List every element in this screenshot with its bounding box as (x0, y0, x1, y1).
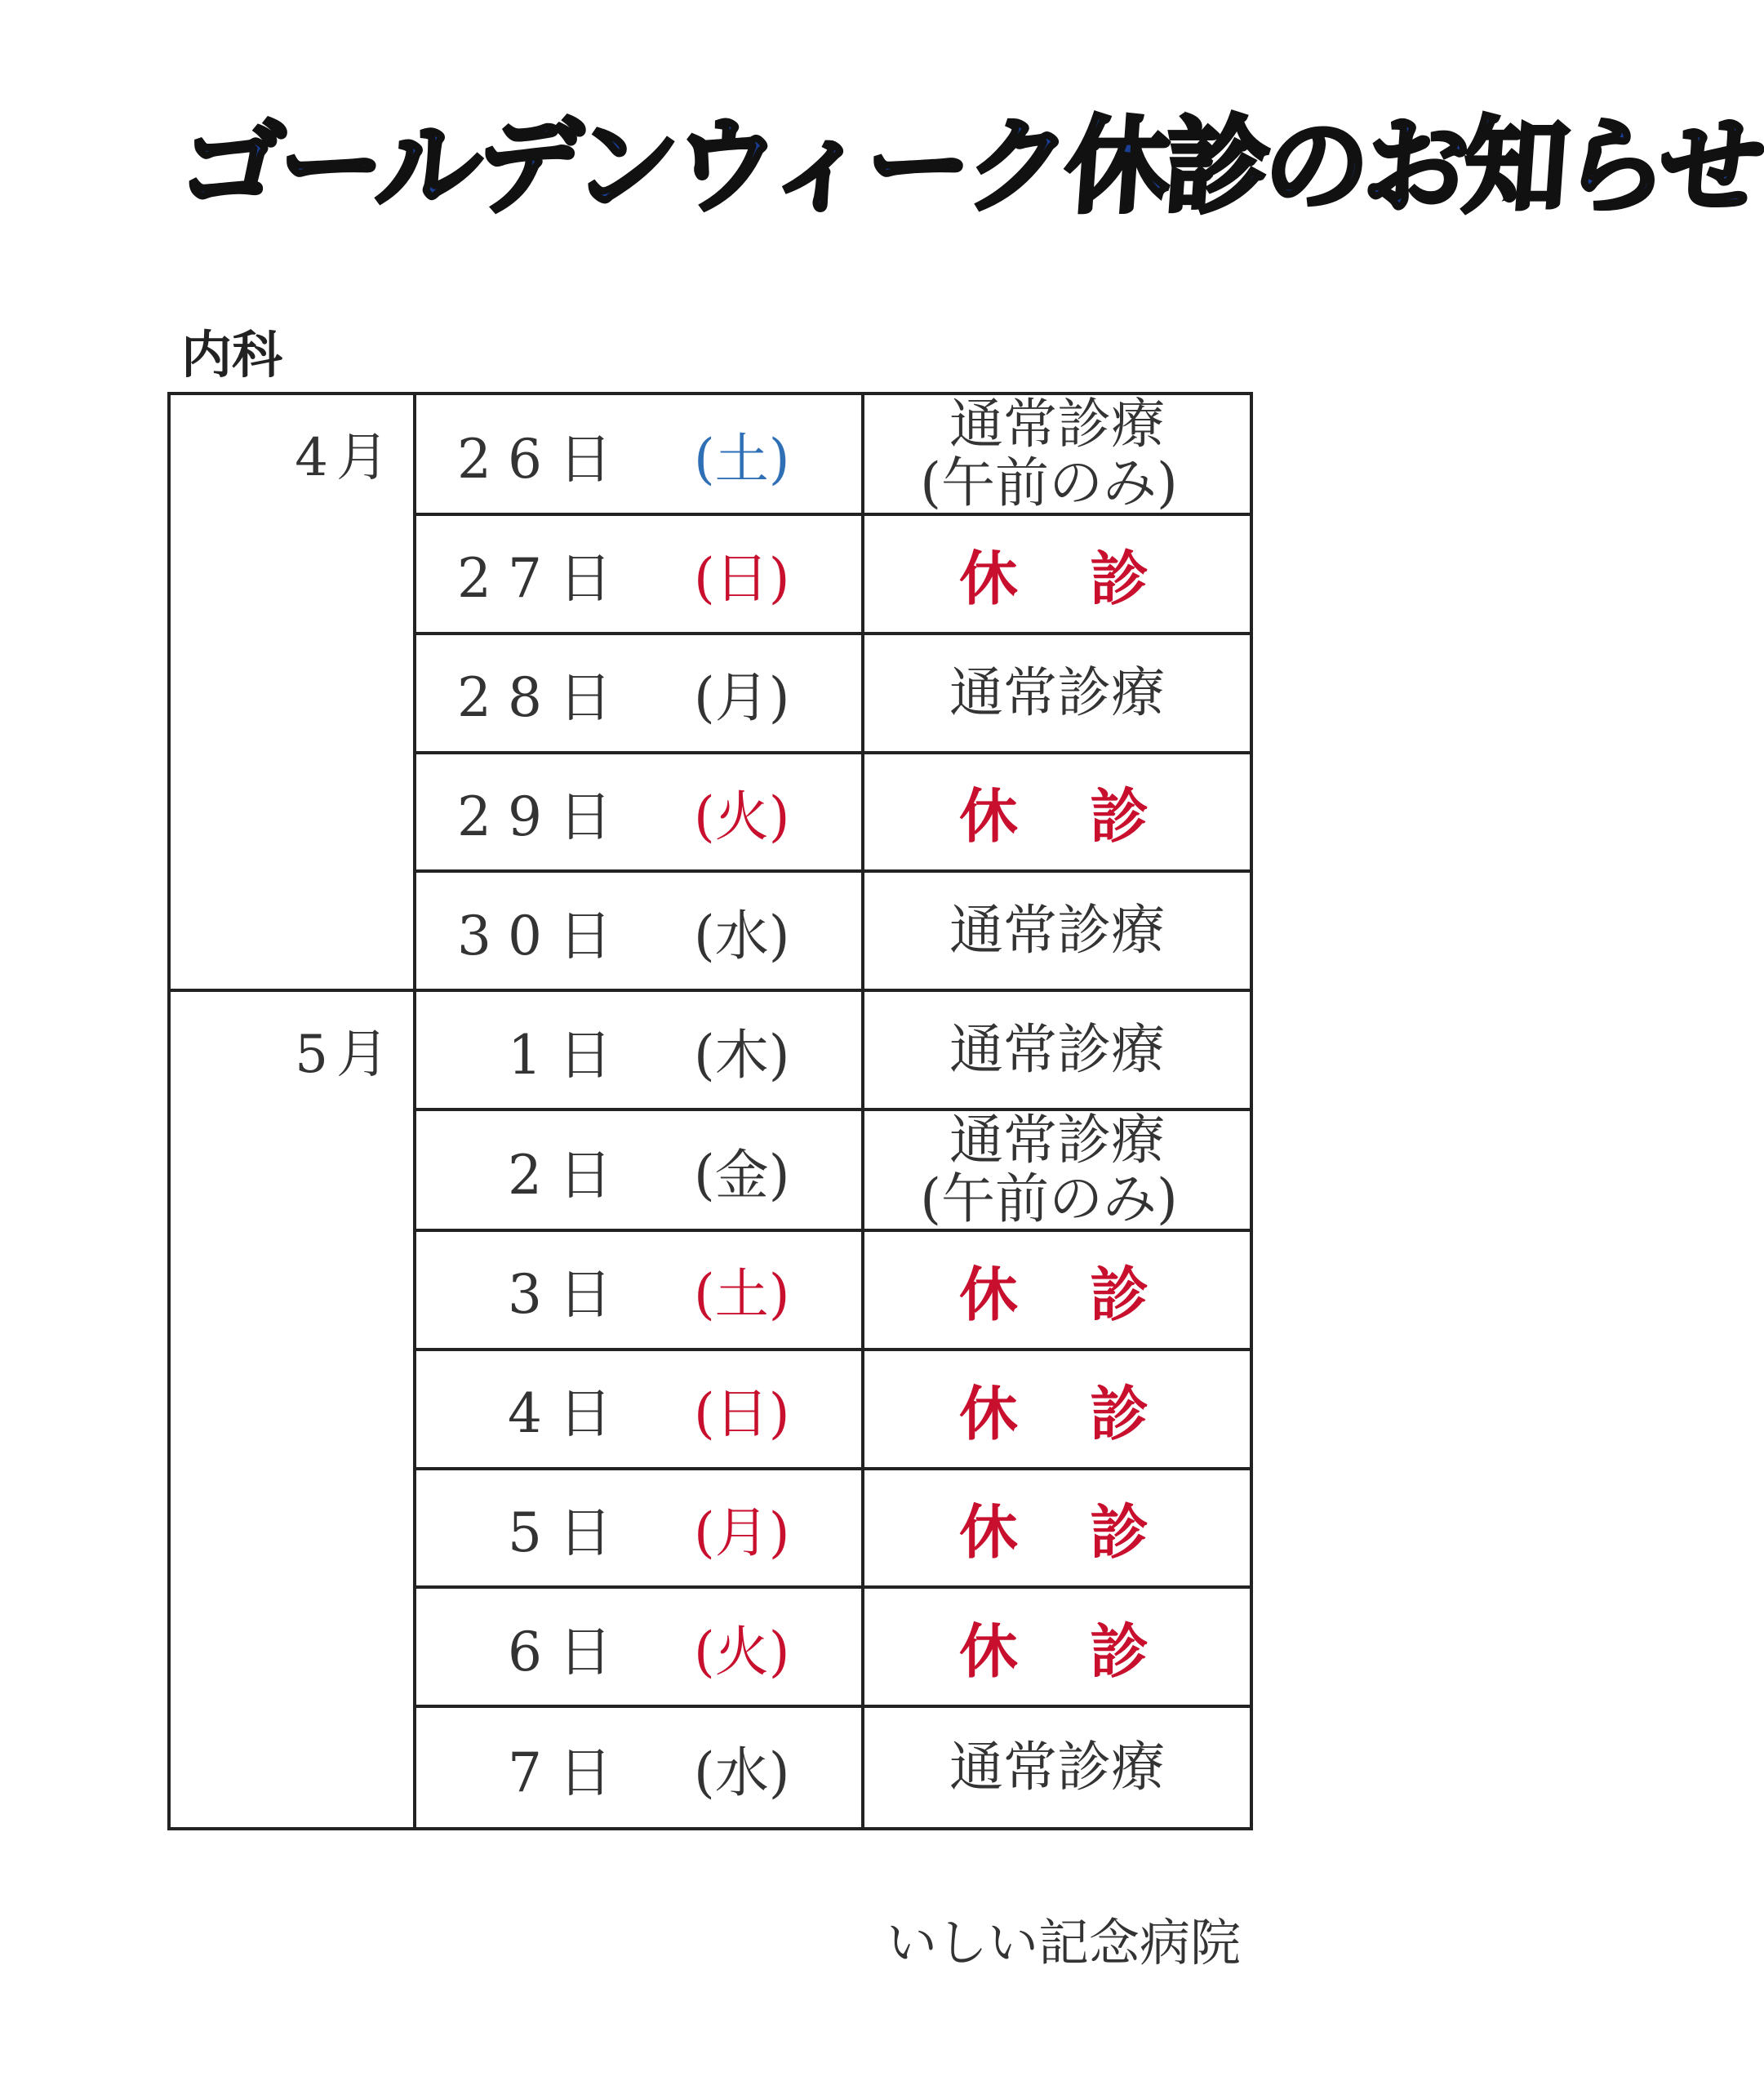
date-label: 6日 (508, 1620, 629, 1683)
department-label: 内科 (181, 325, 283, 385)
status-cell (864, 1232, 1250, 1351)
date-label: 1日 (508, 1023, 629, 1087)
day-cell (416, 992, 864, 1111)
regular-status: 通常診療 (949, 1018, 1165, 1082)
day-cell (416, 1708, 864, 1827)
status-cell (864, 1470, 1250, 1590)
weekday-label: (水) (694, 904, 790, 967)
closed-status: 休 診 (958, 1379, 1155, 1448)
status-cell (864, 635, 1250, 754)
date-label: 7日 (508, 1741, 629, 1804)
hospital-name: いしい記念病院 (886, 1913, 1241, 1972)
regular-status: 通常診療 (949, 1736, 1165, 1799)
weekday-label: (水) (694, 1741, 790, 1804)
notice-title: ゴールデンウィーク休診のお知らせ (175, 106, 1764, 228)
status-cell (864, 873, 1250, 992)
day-cell (416, 635, 864, 754)
month-label: 5月 (295, 1025, 397, 1086)
day-cell (416, 1232, 864, 1351)
date-label: 29日 (457, 785, 629, 848)
regular-status: 通常診療 (949, 393, 1165, 456)
date-label: 5日 (508, 1501, 629, 1564)
date-label: 28日 (457, 666, 629, 730)
status-cell (864, 754, 1250, 874)
weekday-label: (火) (694, 1620, 790, 1683)
day-cell (416, 1351, 864, 1470)
closed-status: 休 診 (958, 544, 1155, 613)
weekday-label: (土) (694, 1263, 790, 1327)
month-label: 4月 (295, 428, 397, 488)
regular-status: 通常診療 (949, 899, 1165, 963)
status-cell (864, 1708, 1250, 1827)
weekday-label: (日) (694, 1382, 790, 1446)
status-cell (864, 1111, 1250, 1232)
weekday-label: (金) (694, 1143, 790, 1207)
closed-status: 休 診 (958, 1498, 1155, 1568)
date-label: 30日 (457, 904, 629, 967)
weekday-label: (火) (694, 785, 790, 848)
day-cell (416, 873, 864, 992)
status-cell (864, 516, 1250, 635)
closed-status: 休 診 (958, 1260, 1155, 1329)
morning-only-note: (午前のみ) (920, 1167, 1178, 1230)
status-cell (864, 1589, 1250, 1708)
date-label: 3日 (508, 1263, 629, 1327)
weekday-label: (月) (694, 666, 790, 730)
day-cell (416, 1470, 864, 1590)
closed-status: 休 診 (958, 782, 1155, 852)
day-cell (416, 516, 864, 635)
weekday-label: (土) (694, 427, 790, 491)
weekday-label: (月) (694, 1501, 790, 1564)
status-cell (864, 395, 1250, 516)
closed-status: 休 診 (958, 1617, 1155, 1687)
day-cell (416, 754, 864, 874)
status-cell (864, 1351, 1250, 1470)
day-cell (416, 1589, 864, 1708)
holiday-schedule-table (167, 392, 1253, 1830)
status-cell (864, 992, 1250, 1111)
weekday-label: (日) (694, 547, 790, 611)
date-label: 2日 (508, 1143, 629, 1207)
day-cell (416, 395, 864, 516)
date-label: 4日 (508, 1382, 629, 1446)
date-label: 27日 (457, 547, 629, 611)
regular-status: 通常診療 (949, 660, 1165, 724)
morning-only-note: (午前のみ) (920, 451, 1178, 514)
weekday-label: (木) (694, 1023, 790, 1087)
date-label: 26日 (457, 427, 629, 491)
day-cell (416, 1111, 864, 1232)
month-cell (171, 395, 416, 992)
regular-status: 通常診療 (949, 1109, 1165, 1172)
month-cell (171, 992, 416, 1827)
